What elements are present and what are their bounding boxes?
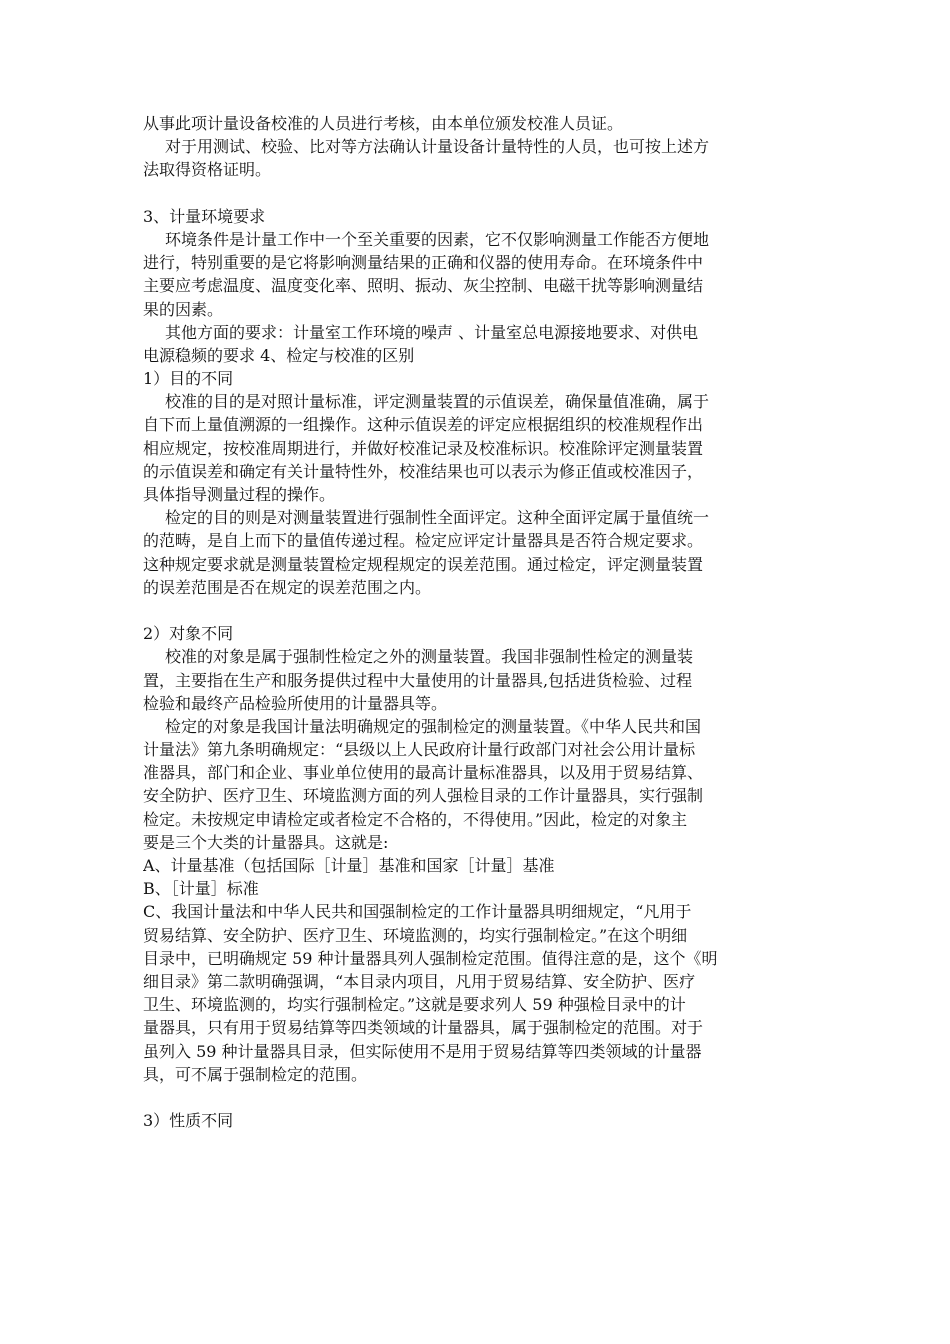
text-line: 果的因素。 bbox=[143, 299, 224, 319]
text-line: 具体指导测量过程的操作。 bbox=[143, 485, 336, 504]
text-line: 准器具，部门和企业、事业单位使用的最高计量标准器具，以及用于贸易结算、 bbox=[143, 763, 704, 783]
section-heading: 3、计量环境要求 bbox=[143, 206, 266, 226]
text-line: B、［计量］标准 bbox=[143, 879, 259, 899]
document-page bbox=[143, 112, 809, 1132]
text-line: 法取得资格证明。 bbox=[143, 160, 272, 180]
section-heading: 2）对象不同 bbox=[143, 624, 234, 644]
text-line: 计量法》第九条明确规定：“县级以上人民政府计量行政部门对社会公用计量标 bbox=[143, 740, 696, 760]
section-heading: 1）目的不同 bbox=[143, 369, 234, 389]
text-line: 从事此项计量设备校准的人员进行考核，由本单位颁发校准人员证。 bbox=[143, 114, 624, 133]
text-line: 的误差范围是否在规定的误差范围之内。 bbox=[143, 577, 432, 597]
text-line: 卫生、环境监测的，均实行强制检定。”这就是要求列人 59 种强检目录中的计 bbox=[143, 995, 686, 1015]
text-line: 环境条件是计量工作中一个至关重要的因素，它不仅影响测量工作能否方便地 bbox=[165, 229, 710, 249]
text-line: 相应规定，按校准周期进行，并做好校准记录及校准标识。校准除评定测量装置 bbox=[143, 438, 704, 458]
text-line: 贸易结算、安全防护、医疗卫生、环境监测的，均实行强制检定。”在这个明细 bbox=[143, 925, 688, 945]
text-line: 电源稳频的要求 4、检定与校准的区别 bbox=[143, 345, 415, 365]
text-line: 安全防护、医疗卫生、环境监测方面的列人强检目录的工作计量器具，实行强制 bbox=[143, 786, 704, 806]
text-line: 置，主要指在生产和服务提供过程中大量使用的计量器具,包括进货检验、过程 bbox=[143, 670, 693, 690]
paragraph-gap bbox=[143, 182, 809, 205]
text-line: A、计量基准（包括国际［计量］基准和国家［计量］基准 bbox=[143, 856, 555, 875]
text-line: 目录中，已明确规定 59 种计量器具列人强制检定范围。值得注意的是，这个《明 bbox=[143, 948, 718, 968]
text-line: 自下而上量值溯源的一组操作。这种示值误差的评定应根据组织的校准规程作出 bbox=[143, 415, 704, 435]
text-line: C、我国计量法和中华人民共和国强制检定的工作计量器具明细规定，“凡用于 bbox=[143, 902, 692, 922]
text-line: 虽列入 59 种计量器具目录，但实际使用不是用于贸易结算等四类领域的计量器 bbox=[143, 1041, 702, 1061]
text-line: 的范畴，是自上而下的量值传递过程。检定应评定计量器具是否符合规定要求。 bbox=[143, 531, 704, 551]
text-line: 检验和最终产品检验所使用的计量器具等。 bbox=[143, 693, 448, 713]
text-line: 要是三个大类的计量器具。这就是: bbox=[143, 832, 389, 852]
text-line: 具，可不属于强制检定的范围。 bbox=[143, 1064, 368, 1084]
text-line: 校准的对象是属于强制性检定之外的测量装置。我国非强制性检定的测量装 bbox=[165, 647, 694, 667]
paragraph-gap bbox=[143, 1086, 809, 1109]
text-line: 主要应考虑温度、温度变化率、照明、振动、灰尘控制、电磁干扰等影响测量结 bbox=[143, 276, 704, 296]
text-line: 校准的目的是对照计量标准，评定测量装置的示值误差，确保量值准确，属于 bbox=[165, 392, 710, 412]
text-line: 这种规定要求就是测量装置检定规程规定的误差范围。通过检定，评定测量装置 bbox=[143, 554, 704, 574]
section-heading: 3）性质不同 bbox=[143, 1111, 234, 1131]
text-line: 进行，特别重要的是它将影响测量结果的正确和仪器的使用寿命。在环境条件中 bbox=[143, 253, 704, 273]
text-line: 量器具，只有用于贸易结算等四类领域的计量器具，属于强制检定的范围。对于 bbox=[143, 1018, 704, 1038]
text-line: 对于用测试、校验、比对等方法确认计量设备计量特性的人员，也可按上述方 bbox=[165, 137, 710, 157]
text-line: 检定。未按规定申请检定或者检定不合格的，不得使用。”因此，检定的对象主 bbox=[143, 809, 688, 829]
paragraph-gap bbox=[143, 599, 809, 622]
text-line: 检定的对象是我国计量法明确规定的强制检定的测量装置。《中华人民共和国 bbox=[165, 716, 702, 736]
text-line: 细目录》第二款明确强调，“本目录内项目，凡用于贸易结算、安全防护、医疗 bbox=[143, 971, 696, 991]
text-line: 的示值误差和确定有关计量特性外，校准结果也可以表示为修正值或校准因子， bbox=[143, 461, 704, 481]
text-line: 其他方面的要求：计量室工作环境的噪声 、计量室总电源接地要求、对供电 bbox=[165, 322, 699, 342]
text-line: 检定的目的则是对测量装置进行强制性全面评定。这种全面评定属于量值统一 bbox=[165, 508, 710, 528]
